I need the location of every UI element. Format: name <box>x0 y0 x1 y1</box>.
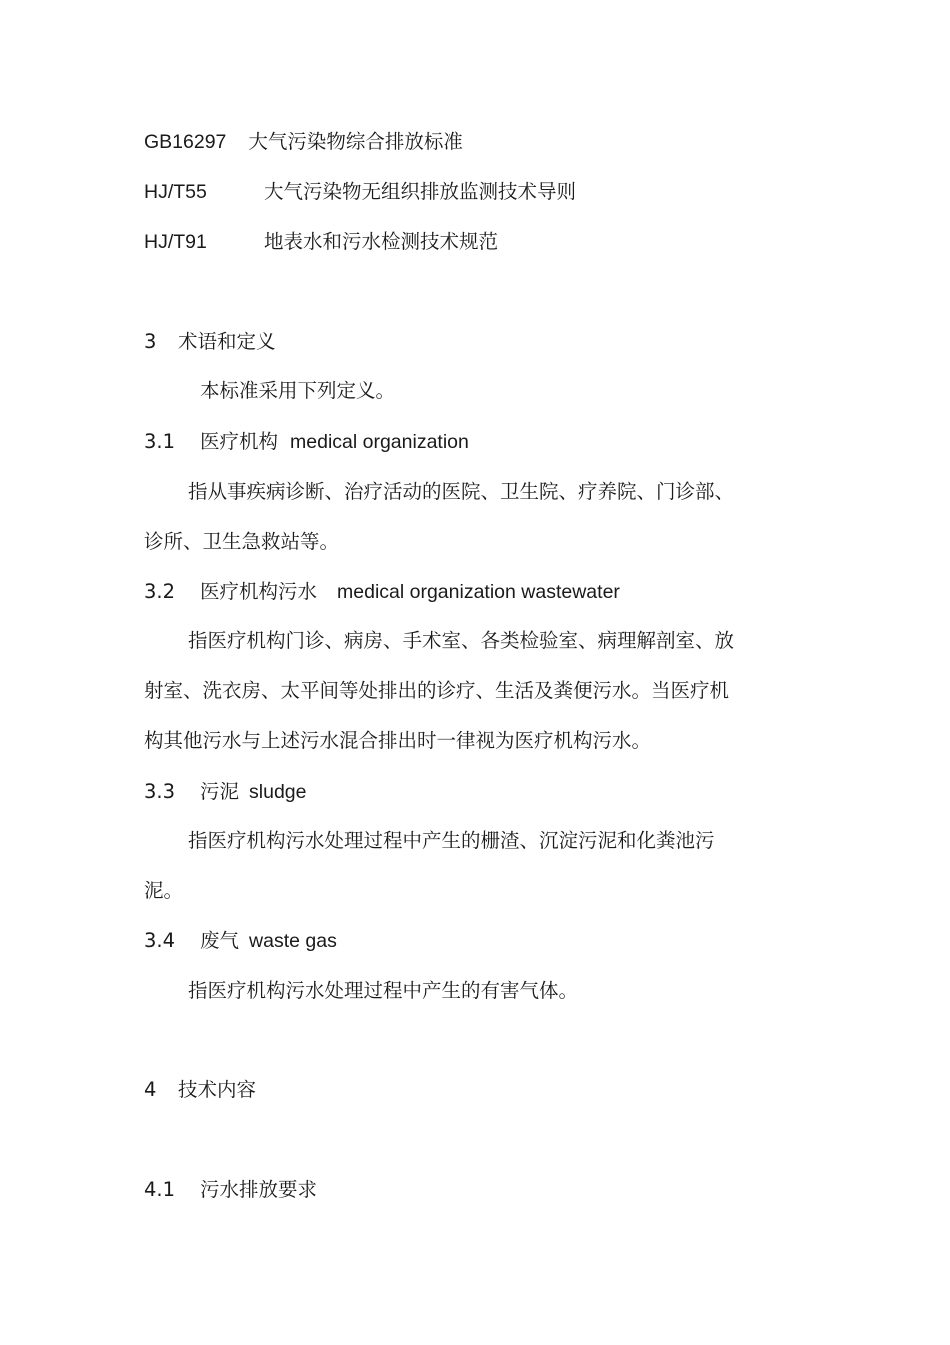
reference-title: 大气污染物综合排放标准 <box>248 131 463 153</box>
term-number: 3.2 <box>144 580 176 603</box>
section-number: 3 <box>144 330 157 353</box>
section-title: 术语和定义 <box>178 330 276 353</box>
term-en: waste gas <box>249 930 337 952</box>
section-number: 4 <box>144 1078 157 1101</box>
section-heading <box>144 328 276 356</box>
reference-code: GB16297 <box>144 131 227 153</box>
term-definition: 指医疗机构污水处理过程中产生的有害气体。 <box>188 979 579 1002</box>
term-definition: 泥。 <box>144 879 184 902</box>
term-zh: 医疗机构污水 <box>200 580 318 603</box>
reference-title: 大气污染物无组织排放监测技术导则 <box>264 181 577 203</box>
subsection-title: 污水排放要求 <box>200 1178 318 1201</box>
term-definition: 指从事疾病诊断、治疗活动的医院、卫生院、疗养院、门诊部、 <box>188 480 735 503</box>
term-zh: 医疗机构 <box>200 430 279 453</box>
reference-line <box>144 228 498 256</box>
term-definition: 射室、洗衣房、太平间等处排出的诊疗、生活及粪便污水。当医疗机 <box>144 679 730 702</box>
term-zh: 废气 <box>200 929 240 952</box>
reference-title: 地表水和污水检测技术规范 <box>264 231 499 253</box>
term-definition: 指医疗机构门诊、病房、手术室、各类检验室、病理解剖室、放 <box>188 629 735 652</box>
term-en: sludge <box>249 781 307 803</box>
reference-code: HJ/T55 <box>144 181 207 203</box>
term-definition: 诊所、卫生急救站等。 <box>144 530 340 553</box>
subsection-number: 4.1 <box>144 1178 176 1201</box>
term-heading <box>144 927 337 955</box>
term-heading <box>144 578 620 606</box>
term-en: medical organization wastewater <box>337 581 620 603</box>
term-number: 3.1 <box>144 430 176 453</box>
term-zh: 污泥 <box>200 780 240 803</box>
term-definition: 构其他污水与上述污水混合排出时一律视为医疗机构污水。 <box>144 729 652 752</box>
section-title: 技术内容 <box>178 1078 257 1101</box>
reference-code: HJ/T91 <box>144 231 207 253</box>
reference-line <box>144 128 463 156</box>
term-en: medical organization <box>290 431 469 453</box>
term-number: 3.3 <box>144 780 176 803</box>
section-heading <box>144 1076 256 1104</box>
term-heading <box>144 778 306 806</box>
subsection-heading <box>144 1176 317 1204</box>
section-intro: 本标准采用下列定义。 <box>200 379 396 402</box>
reference-line <box>144 178 576 206</box>
term-definition: 指医疗机构污水处理过程中产生的栅渣、沉淀污泥和化粪池污 <box>188 829 715 852</box>
term-heading <box>144 428 469 456</box>
term-number: 3.4 <box>144 929 176 952</box>
